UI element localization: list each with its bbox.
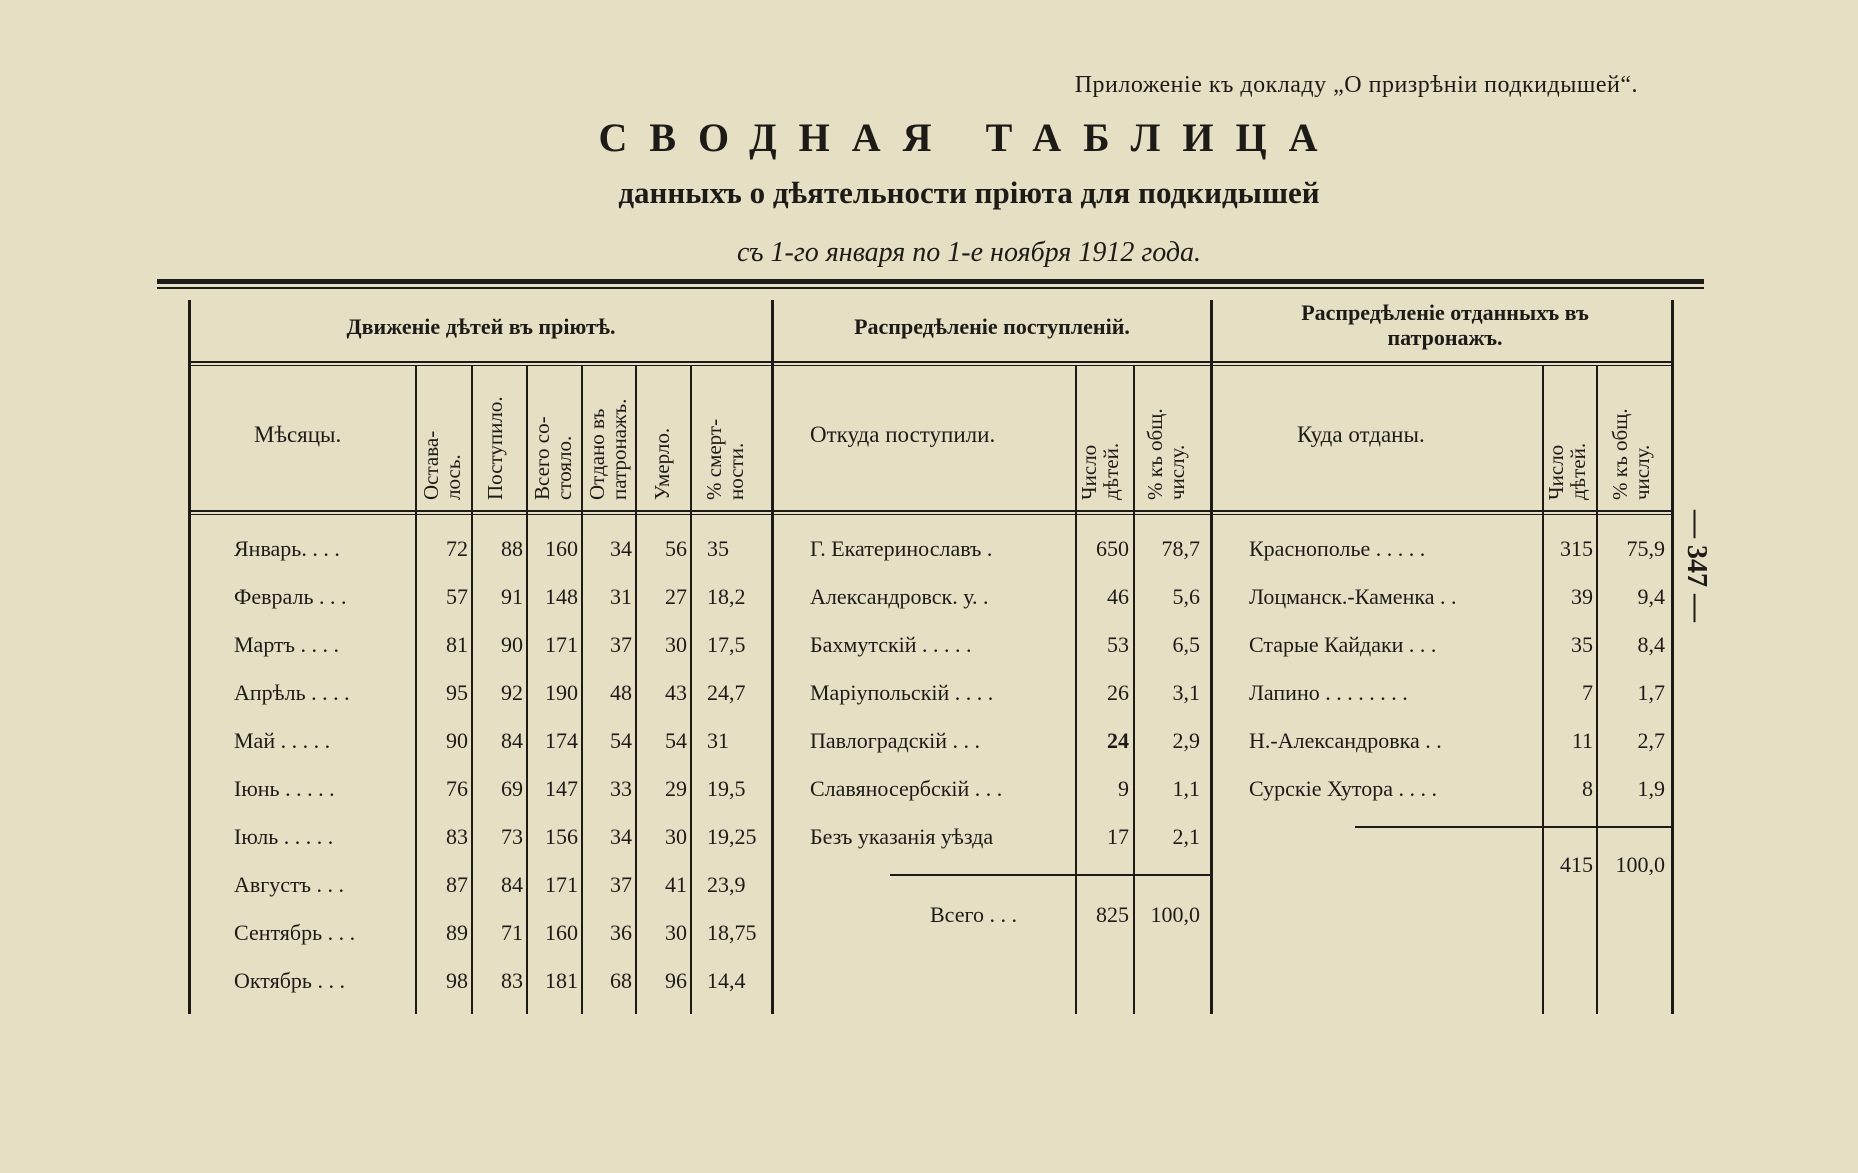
value-cell: 95 <box>446 680 468 705</box>
col-mortality-header: % смерт- ности. <box>702 418 749 500</box>
col-count-header: Число дѣтей. <box>1077 442 1124 500</box>
col-from-header: Откуда поступили. <box>810 422 996 447</box>
count-cell: 39 <box>1571 584 1593 609</box>
value-cell: 34 <box>610 536 632 561</box>
value-cell: 19,25 <box>707 824 757 849</box>
value-cell: 57 <box>446 584 468 609</box>
value-cell: 19,5 <box>707 776 746 801</box>
value-cell: 31 <box>707 728 729 753</box>
colhead-rule <box>191 510 1671 512</box>
value-cell: 33 <box>610 776 632 801</box>
s2-total-rule <box>890 874 1210 876</box>
colhead-rule-b <box>191 514 1671 515</box>
count-cell: 11 <box>1571 728 1593 753</box>
value-cell: 98 <box>446 968 468 993</box>
value-cell: 88 <box>501 536 523 561</box>
value-cell: 69 <box>501 776 523 801</box>
value-cell: 148 <box>545 584 578 609</box>
place-cell: Старые Кайдаки . . . <box>1249 632 1437 657</box>
frame-right <box>1671 300 1674 1014</box>
value-cell: 84 <box>501 728 523 753</box>
pct-cell: 2,9 <box>1172 728 1200 753</box>
value-cell: 92 <box>501 680 523 705</box>
value-cell: 83 <box>501 968 523 993</box>
value-cell: 160 <box>545 920 578 945</box>
top-rule-thin <box>157 287 1704 289</box>
value-cell: 73 <box>501 824 523 849</box>
count-cell: 17 <box>1107 824 1129 849</box>
place-cell: Павлоградскій . . . <box>810 728 981 753</box>
value-cell: 37 <box>610 632 632 657</box>
month-cell: Апрѣль . . . . <box>234 680 350 705</box>
value-cell: 171 <box>545 632 578 657</box>
count-cell: 7 <box>1582 680 1593 705</box>
place-cell: Н.-Александровка . . <box>1249 728 1442 753</box>
value-cell: 54 <box>610 728 632 753</box>
value-cell: 18,2 <box>707 584 746 609</box>
value-cell: 30 <box>665 824 687 849</box>
value-cell: 41 <box>665 872 687 897</box>
count-cell: 9 <box>1118 776 1129 801</box>
value-cell: 17,5 <box>707 632 746 657</box>
value-cell: 36 <box>610 920 632 945</box>
col-to-header: Куда отданы. <box>1297 422 1425 447</box>
frame-left <box>188 300 191 1014</box>
pct-cell: 6,5 <box>1172 632 1200 657</box>
total-pct: 100,0 <box>1150 902 1200 927</box>
month-cell: Январь. . . . <box>234 536 340 561</box>
value-cell: 171 <box>545 872 578 897</box>
place-cell: Славяносербскій . . . <box>810 776 1003 801</box>
s1-col-line <box>690 365 692 1014</box>
count-cell: 26 <box>1107 680 1129 705</box>
pct-cell: 2,1 <box>1172 824 1200 849</box>
value-cell: 35 <box>707 536 729 561</box>
pct-cell: 3,1 <box>1172 680 1200 705</box>
col-month-header: Мѣсяцы. <box>254 422 342 447</box>
page-subtitle: данныхъ о дѣятельности пріюта для подкидышей <box>618 175 1320 210</box>
total-label: Всего . . . <box>930 902 1017 927</box>
place-cell: Александровск. у. . <box>810 584 989 609</box>
col-postupilo-header: Поступило. <box>483 396 507 500</box>
value-cell: 91 <box>501 584 523 609</box>
value-cell: 37 <box>610 872 632 897</box>
frame-sep1 <box>771 300 774 1014</box>
value-cell: 48 <box>610 680 632 705</box>
count-cell: 46 <box>1107 584 1129 609</box>
place-cell: Сурскіе Хутора . . . . <box>1249 776 1437 801</box>
total-pct: 100,0 <box>1615 852 1665 877</box>
value-cell: 181 <box>545 968 578 993</box>
value-cell: 24,7 <box>707 680 746 705</box>
s3-total-rule <box>1355 826 1671 828</box>
section3-title: Распредѣленіе отданныхъ въ патронажъ. <box>1301 300 1589 351</box>
header-rule-b <box>191 365 1671 366</box>
value-cell: 30 <box>665 632 687 657</box>
frame-sep2 <box>1210 300 1213 1014</box>
value-cell: 90 <box>501 632 523 657</box>
value-cell: 43 <box>665 680 687 705</box>
month-cell: Май . . . . . <box>234 728 331 753</box>
total-count: 825 <box>1096 902 1129 927</box>
col-pct-header: % къ общ. числу. <box>1608 408 1655 500</box>
value-cell: 84 <box>501 872 523 897</box>
pct-cell: 8,4 <box>1637 632 1665 657</box>
value-cell: 34 <box>610 824 632 849</box>
month-cell: Мартъ . . . . <box>234 632 340 657</box>
value-cell: 147 <box>545 776 578 801</box>
value-cell: 68 <box>610 968 632 993</box>
place-cell: Лапино . . . . . . . . <box>1249 680 1408 705</box>
month-cell: Іюнь . . . . . <box>234 776 335 801</box>
count-cell: 24 <box>1107 728 1129 753</box>
pct-cell: 1,7 <box>1637 680 1665 705</box>
pct-cell: 2,7 <box>1637 728 1665 753</box>
value-cell: 174 <box>545 728 578 753</box>
pct-cell: 1,9 <box>1637 776 1665 801</box>
value-cell: 23,9 <box>707 872 746 897</box>
pct-cell: 78,7 <box>1161 536 1200 561</box>
value-cell: 54 <box>665 728 687 753</box>
month-cell: Октябрь . . . <box>234 968 345 993</box>
pct-cell: 5,6 <box>1172 584 1200 609</box>
count-cell: 315 <box>1560 536 1593 561</box>
value-cell: 190 <box>545 680 578 705</box>
value-cell: 29 <box>665 776 687 801</box>
month-cell: Августъ . . . <box>234 872 345 897</box>
col-vsego-header: Всего со- стояло. <box>530 416 577 500</box>
count-cell: 53 <box>1107 632 1129 657</box>
top-rule-thick <box>157 279 1704 284</box>
value-cell: 14,4 <box>707 968 746 993</box>
place-cell: Безъ указанія уѣзда <box>810 824 994 849</box>
value-cell: 31 <box>610 584 632 609</box>
period-line: съ 1-го января по 1-е ноября 1912 года. <box>736 237 1202 268</box>
value-cell: 81 <box>446 632 468 657</box>
month-cell: Сентябрь . . . <box>234 920 356 945</box>
col-pct-header: % къ общ. числу. <box>1143 408 1190 500</box>
col-umerlo-header: Умерло. <box>650 427 674 500</box>
value-cell: 18,75 <box>707 920 757 945</box>
section2-title: Распредѣленіе поступленій. <box>854 314 1130 339</box>
total-count: 415 <box>1560 852 1593 877</box>
value-cell: 72 <box>446 536 468 561</box>
value-cell: 76 <box>446 776 468 801</box>
count-cell: 35 <box>1571 632 1593 657</box>
count-cell: 8 <box>1582 776 1593 801</box>
month-cell: Февраль . . . <box>234 584 347 609</box>
month-cell: Іюль . . . . . <box>234 824 334 849</box>
pct-cell: 9,4 <box>1637 584 1665 609</box>
value-cell: 156 <box>545 824 578 849</box>
pct-cell: 75,9 <box>1626 536 1665 561</box>
value-cell: 30 <box>665 920 687 945</box>
value-cell: 83 <box>446 824 468 849</box>
appendix-note: Приложеніе къ докладу „О призрѣніи подкидышей“. <box>1074 72 1638 98</box>
count-cell: 650 <box>1096 536 1129 561</box>
section1-title: Движеніе дѣтей въ пріютѣ. <box>346 314 616 339</box>
value-cell: 27 <box>665 584 687 609</box>
place-cell: Лоцманск.-Каменка . . <box>1249 584 1457 609</box>
value-cell: 96 <box>665 968 687 993</box>
col-count-header: Число дѣтей. <box>1544 442 1591 500</box>
pct-cell: 1,1 <box>1172 776 1200 801</box>
value-cell: 87 <box>446 872 468 897</box>
place-cell: Бахмутскій . . . . . <box>810 632 972 657</box>
value-cell: 89 <box>446 920 468 945</box>
header-rule <box>191 361 1671 363</box>
value-cell: 71 <box>501 920 523 945</box>
place-cell: Г. Екатеринославъ . <box>810 536 993 561</box>
page-title: СВОДНАЯ ТАБЛИЦА <box>598 115 1340 160</box>
page-number: — 347 — <box>1681 510 1712 622</box>
value-cell: 56 <box>665 536 687 561</box>
place-cell: Краснополье . . . . . <box>1249 536 1426 561</box>
col-otdano-header: Отдано въ патронажъ. <box>585 398 632 500</box>
value-cell: 160 <box>545 536 578 561</box>
place-cell: Маріупольскій . . . . <box>810 680 994 705</box>
value-cell: 90 <box>446 728 468 753</box>
col-ostavalos-header: Остава- лось. <box>419 430 466 500</box>
